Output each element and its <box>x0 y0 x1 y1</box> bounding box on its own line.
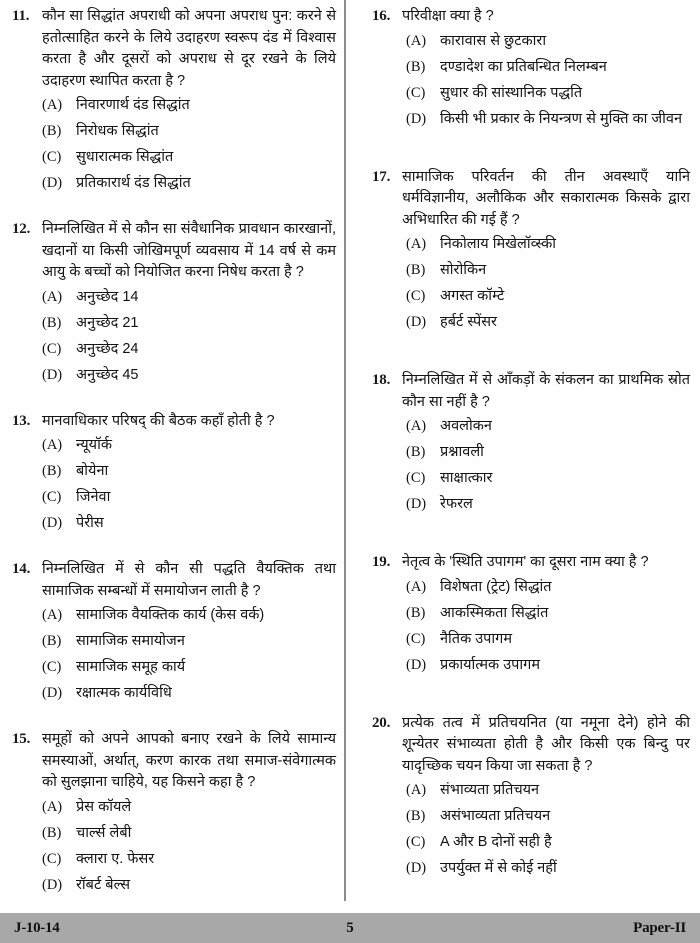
option-label: (C) <box>406 288 426 304</box>
option-list <box>42 287 336 386</box>
question-number: 16. <box>372 8 391 24</box>
question-body <box>42 559 336 709</box>
option-list <box>402 31 690 130</box>
option-label: (B) <box>42 123 62 139</box>
option-label: (A) <box>406 782 427 798</box>
option-label: (B) <box>42 314 62 331</box>
option-item[interactable] <box>42 849 336 870</box>
question-body <box>42 6 336 199</box>
option-label: (C) <box>42 340 62 357</box>
right-column <box>350 6 700 901</box>
question-stem: मानवाधिकार परिषद् की बैठक कहाँ होती है ? <box>42 412 275 429</box>
option-item[interactable] <box>402 312 690 333</box>
option-text: बोयेना <box>76 463 109 479</box>
option-label: (A) <box>42 437 63 453</box>
option-text: प्रतिकारार्थ दंड सिद्धांत <box>76 175 191 191</box>
question-body <box>402 370 690 520</box>
option-label: (B) <box>42 633 62 649</box>
option-text: अवलोकन <box>440 418 492 434</box>
option-item[interactable] <box>42 631 336 652</box>
option-item[interactable] <box>42 657 336 678</box>
option-label: (C) <box>42 850 62 867</box>
question-number: 15. <box>12 731 31 747</box>
question-stem: प्रत्येक तत्व में प्रतिचयनित (या नमूना देने) होने की शून्येतर संभाव्यता होती है और किसी एक बिन्दु पर यादृच्छिक चयन किया जा सकता है ? <box>402 714 690 774</box>
option-label: (A) <box>406 578 427 595</box>
option-item[interactable] <box>402 109 690 130</box>
question-stem: निम्नलिखित में से कौन सा संवैधानिक प्रावधान कारखानों, खदानों या किसी जोखिमपूर्ण व्यवसाय में 14 वर्ष से कम आयु के बच्चों को नियोजित करना निषेध करता है ? <box>42 221 336 280</box>
question-item <box>12 411 336 540</box>
option-text: सोरोकिन <box>440 262 487 278</box>
question-body <box>42 729 336 901</box>
option-item[interactable] <box>402 260 690 281</box>
option-item[interactable] <box>402 858 690 879</box>
option-list <box>402 234 690 333</box>
option-item[interactable] <box>42 605 336 626</box>
option-label: (B) <box>42 463 62 479</box>
option-label: (D) <box>406 496 427 512</box>
question-item <box>12 219 336 391</box>
option-item[interactable] <box>402 806 690 827</box>
option-label: (D) <box>406 860 427 876</box>
option-text: प्रेस कॉयले <box>76 798 132 815</box>
question-stem: नेतृत्व के 'स्थिति उपागम' का दूसरा नाम क्या है ? <box>402 554 649 570</box>
option-text: आकस्मिकता सिद्धांत <box>440 604 549 621</box>
option-label: (C) <box>42 659 62 675</box>
option-item[interactable] <box>42 365 336 386</box>
option-text: सुधार की सांस्थानिक पद्धति <box>440 84 583 101</box>
option-text: कारावास से छुटकारा <box>440 32 547 49</box>
option-item[interactable] <box>42 147 336 168</box>
option-label: (A) <box>42 607 63 623</box>
question-number: 17. <box>372 168 391 185</box>
question-body <box>402 6 690 135</box>
option-label: (A) <box>42 97 63 113</box>
question-stem: समूहों को अपने आपको बनाए रखने के लिये सामान्य समस्याओं, अर्थात्, करण कारक तथा समाज-संवेगात्मक को सुलझाना चाहिये, यह किसने कहा है ? <box>42 731 336 790</box>
option-text: अनुच्छेद 24 <box>76 340 139 357</box>
option-label: (B) <box>406 444 426 460</box>
option-text: अनुच्छेद 14 <box>76 288 139 305</box>
option-text: प्रश्नावली <box>440 444 484 460</box>
option-item[interactable] <box>42 287 336 308</box>
option-item[interactable] <box>42 461 336 482</box>
option-item[interactable] <box>42 513 336 534</box>
question-item <box>372 370 690 520</box>
question-number: 14. <box>12 561 31 577</box>
option-text: न्यूयॉर्क <box>76 437 112 453</box>
option-item[interactable] <box>42 435 336 456</box>
option-text: नैतिक उपागम <box>440 630 513 647</box>
question-body <box>402 713 690 885</box>
question-stem: निम्नलिखित में से आँकड़ों के संकलन का प्राथमिक स्रोत कौन सा नहीं है ? <box>402 372 690 410</box>
option-label: (D) <box>406 110 427 127</box>
option-item[interactable] <box>402 629 690 650</box>
question-item <box>372 713 690 885</box>
option-label: (D) <box>42 876 63 893</box>
option-item[interactable] <box>402 83 690 104</box>
option-text: असंभाव्यता प्रतिचयन <box>440 808 551 824</box>
option-label: (D) <box>42 685 63 701</box>
question-item <box>12 559 336 709</box>
option-label: (A) <box>406 418 427 434</box>
option-item[interactable] <box>402 442 690 463</box>
option-item[interactable] <box>402 468 690 489</box>
question-number: 19. <box>372 554 391 570</box>
question-number: 12. <box>12 221 31 237</box>
option-text: संभाव्यता प्रतिचयन <box>440 782 540 798</box>
option-item[interactable] <box>402 603 690 624</box>
option-item[interactable] <box>42 313 336 334</box>
option-text: निवारणार्थ दंड सिद्धांत <box>76 97 190 113</box>
question-item <box>372 552 690 681</box>
option-label: (B) <box>406 808 426 824</box>
option-item[interactable] <box>402 31 690 52</box>
option-list <box>402 780 690 879</box>
option-label: (A) <box>42 798 63 815</box>
option-label: (C) <box>42 149 62 165</box>
option-label: (D) <box>42 366 63 383</box>
option-label: (D) <box>406 314 427 330</box>
option-text: अनुच्छेद 45 <box>76 366 139 383</box>
question-stem: निम्नलिखित में से कौन सी पद्धति वैयक्तिक तथा सामाजिक सम्बन्धों में समायोजन लाती है ? <box>42 561 336 599</box>
option-item[interactable] <box>42 173 336 194</box>
option-label: (C) <box>406 834 426 850</box>
option-list <box>42 797 336 896</box>
option-label: (C) <box>406 470 426 486</box>
option-item[interactable] <box>402 832 690 853</box>
option-list <box>42 435 336 534</box>
option-text: रॉबर्ट बेल्स <box>76 876 131 893</box>
option-label: (C) <box>406 84 426 101</box>
page-footer <box>0 913 700 943</box>
question-body <box>42 219 336 391</box>
option-list <box>402 416 690 515</box>
question-item <box>12 6 336 199</box>
question-number: 13. <box>12 412 31 429</box>
question-item <box>12 729 336 901</box>
option-label: (C) <box>406 630 426 647</box>
question-body <box>42 411 336 540</box>
question-body <box>402 167 690 339</box>
option-label: (B) <box>406 58 426 75</box>
option-list <box>402 577 690 676</box>
option-item[interactable] <box>402 655 690 676</box>
option-item[interactable] <box>42 683 336 704</box>
option-item[interactable] <box>42 121 336 142</box>
option-text: सामाजिक वैयक्तिक कार्य (केस वर्क) <box>76 607 265 623</box>
option-text: अगस्त कॉम्टे <box>440 288 505 304</box>
option-label: (B) <box>42 824 62 841</box>
option-label: (B) <box>406 604 426 621</box>
question-stem: परिवीक्षा क्या है ? <box>402 8 494 24</box>
option-text: सामाजिक समायोजन <box>76 633 185 649</box>
option-item[interactable] <box>42 797 336 818</box>
option-item[interactable] <box>42 823 336 844</box>
option-text: निरोधक सिद्धांत <box>76 123 159 139</box>
option-item[interactable] <box>42 875 336 896</box>
option-label: (D) <box>406 656 427 673</box>
question-stem: कौन सा सिद्धांत अपराधी को अपना अपराध पुन: करने से हतोत्साहित करने के लिये उदाहरण स्वरूप दंड में विश्वास करता है और दूसरों को अपराध से दूर रखने के लिये उदाहरण स्थापित करता है ? <box>42 8 336 89</box>
option-item[interactable] <box>402 780 690 801</box>
question-item <box>372 167 690 339</box>
question-number: 18. <box>372 372 391 388</box>
option-item[interactable] <box>42 487 336 508</box>
option-text: विशेषता (ट्रेट) सिद्धांत <box>440 578 552 595</box>
option-label: (C) <box>42 489 62 505</box>
option-text: A और B दोनों सही है <box>440 834 552 850</box>
option-label: (D) <box>42 515 63 531</box>
option-text: उपर्युक्त में से कोई नहीं <box>440 860 557 876</box>
footer-paper-label: Paper-II <box>633 919 686 936</box>
option-item[interactable] <box>42 95 336 116</box>
option-item[interactable] <box>402 577 690 598</box>
option-label: (A) <box>406 32 427 49</box>
option-text: किसी भी प्रकार के नियन्त्रण से मुक्ति का जीवन <box>440 110 683 127</box>
column-divider <box>344 0 346 901</box>
footer-page-number: 5 <box>346 919 354 936</box>
option-text: रेफरल <box>440 496 473 512</box>
option-item[interactable] <box>402 57 690 78</box>
option-text: जिनेवा <box>76 489 111 505</box>
option-text: निकोलाय मिखेलॉव्स्की <box>440 236 557 252</box>
option-item[interactable] <box>402 494 690 515</box>
option-list <box>42 605 336 704</box>
option-text: क्लारा ए. फेसर <box>76 850 155 867</box>
option-item[interactable] <box>402 234 690 255</box>
option-text: हर्बर्ट स्पेंसर <box>440 314 497 330</box>
option-item[interactable] <box>402 416 690 437</box>
option-text: अनुच्छेद 21 <box>76 314 139 331</box>
question-body <box>402 552 690 681</box>
option-text: रक्षात्मक कार्यविधि <box>76 685 172 701</box>
left-column <box>0 6 350 901</box>
option-text: सामाजिक समूह कार्य <box>76 659 186 675</box>
option-item[interactable] <box>42 339 336 360</box>
option-text: पेरीस <box>76 515 104 531</box>
option-label: (A) <box>406 236 427 252</box>
option-item[interactable] <box>402 286 690 307</box>
option-label: (B) <box>406 262 426 278</box>
option-text: चार्ल्स लेबी <box>76 824 132 841</box>
option-list <box>42 95 336 194</box>
option-text: सुधारात्मक सिद्धांत <box>76 149 174 165</box>
question-item <box>372 6 690 135</box>
option-label: (A) <box>42 288 63 305</box>
footer-paper-code: J-10-14 <box>14 919 60 936</box>
question-number: 11. <box>12 8 30 24</box>
question-stem: सामाजिक परिवर्तन की तीन अवस्थाएँ यानि धर्मविज्ञानीय, अलौकिक और सकारात्मक किसके द्वारा अभिधारित की गई हैं ? <box>402 168 690 228</box>
option-label: (D) <box>42 175 63 191</box>
option-text: साक्षात्कार <box>440 470 493 486</box>
option-text: दण्डादेश का प्रतिबन्धित निलम्बन <box>440 58 607 75</box>
option-text: प्रकार्यात्मक उपागम <box>440 656 540 673</box>
question-number: 20. <box>372 714 391 731</box>
